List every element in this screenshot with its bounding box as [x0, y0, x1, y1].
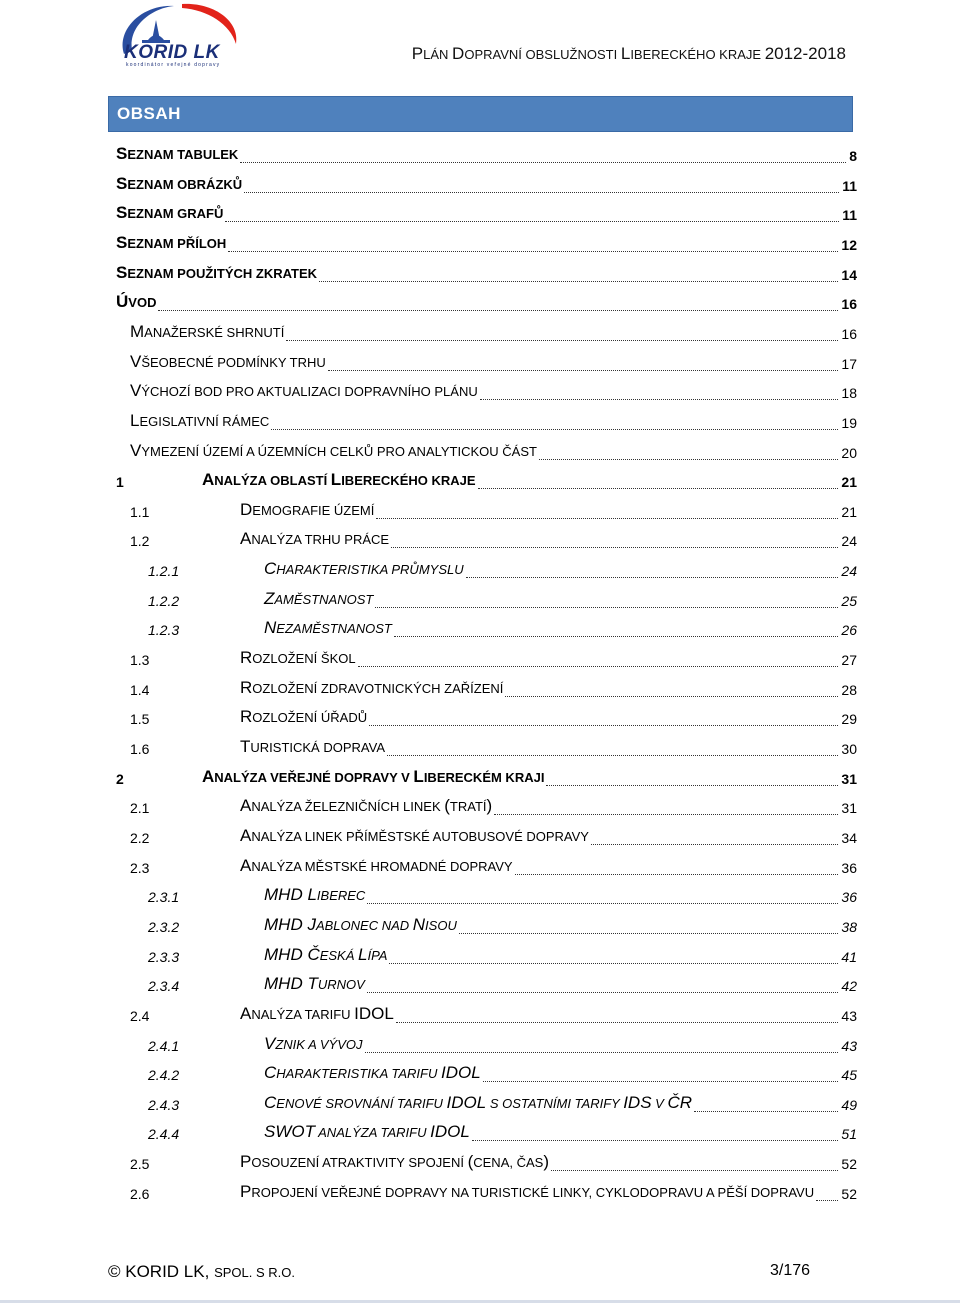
toc-entry[interactable] — [0, 620, 857, 640]
toc-entry-title: SEZNAM OBRÁZKŮ — [116, 173, 243, 193]
toc-entry-page: 20 — [841, 444, 857, 461]
toc-entry-title: ÚVOD — [116, 292, 157, 312]
toc-entry-page: 18 — [841, 385, 857, 402]
toc-entry-title: ANALÝZA TARIFU IDOL — [240, 1003, 394, 1023]
toc-leader-dots — [816, 1200, 838, 1201]
toc-entry-title: MHD ČESKÁ LÍPA — [264, 944, 388, 964]
toc-leader-dots — [459, 933, 838, 934]
toc-entry-page: 24 — [841, 533, 857, 550]
toc-entry-title: POSOUZENÍ ATRAKTIVITY SPOJENÍ (CENA, ČAS) — [240, 1152, 549, 1172]
toc-entry-page: 25 — [841, 592, 857, 609]
toc-entry-title: MHD TURNOV — [264, 974, 365, 994]
toc-entry[interactable] — [0, 739, 857, 759]
toc-entry-title: ANALÝZA MĚSTSKÉ HROMADNÉ DOPRAVY — [240, 855, 513, 875]
toc-entry-title: ROZLOŽENÍ ZDRAVOTNICKÝCH ZAŘÍZENÍ — [240, 677, 504, 697]
toc-entry-title: SWOT ANALÝZA TARIFU IDOL — [264, 1122, 470, 1142]
footer-divider — [0, 1300, 960, 1303]
toc-leader-dots — [480, 399, 838, 400]
toc-entry[interactable] — [0, 887, 857, 907]
toc-leader-dots — [328, 370, 838, 371]
logo-name: KORID LK — [124, 42, 220, 63]
toc-entry-page: 19 — [841, 414, 857, 431]
toc-leader-dots — [546, 785, 838, 786]
toc-entry-number: 1.2.3 — [148, 622, 180, 639]
toc-entry-number: 1.1 — [130, 503, 150, 520]
toc-entry[interactable] — [0, 588, 857, 611]
toc-entry-title: ANALÝZA LINEK PŘÍMĚSTSKÉ AUTOBUSOVÉ DOPRAVY — [240, 825, 589, 845]
toc-leader-dots — [591, 844, 838, 845]
toc-entry[interactable] — [0, 1092, 857, 1115]
toc-entry[interactable] — [0, 440, 857, 463]
toc-entry-title: MHD LIBEREC — [264, 885, 366, 905]
toc-entry-title: TURISTICKÁ DOPRAVA — [240, 737, 385, 756]
toc-leader-dots — [365, 1052, 838, 1053]
toc-leader-dots — [394, 636, 838, 637]
toc-entry-number: 2 — [116, 770, 124, 787]
toc-leader-dots — [539, 459, 838, 460]
toc-entry-title: CHARAKTERISTIKA PRŮMYSLU — [264, 559, 464, 579]
toc-entry-title: SEZNAM TABULEK — [116, 144, 239, 163]
toc-entry-page: 42 — [841, 978, 857, 995]
toc-entry-page: 11 — [842, 177, 857, 194]
toc-entry[interactable] — [0, 232, 857, 255]
toc-leader-dots — [240, 162, 846, 163]
toc-entry[interactable] — [0, 321, 857, 344]
toc-entry-number: 2.3.1 — [148, 889, 180, 906]
toc-leader-dots — [387, 755, 838, 756]
contents-heading-bar — [108, 96, 853, 132]
toc-leader-dots — [244, 192, 839, 193]
toc-entry-page: 31 — [841, 800, 857, 817]
toc-entry-number: 1.5 — [130, 711, 150, 728]
toc-entry-title: LEGISLATIVNÍ RÁMEC — [130, 410, 270, 430]
toc-entry-number: 2.3.3 — [148, 948, 180, 965]
toc-entry[interactable] — [0, 914, 857, 937]
toc-leader-dots — [228, 251, 838, 252]
toc-entry-number: 2.6 — [130, 1185, 150, 1202]
toc-leader-dots — [391, 547, 838, 548]
toc-entry[interactable] — [0, 1033, 857, 1056]
toc-entry-title: ANALÝZA VEŘEJNÉ DOPRAVY V LIBERECKÉM KRAJI — [202, 766, 545, 786]
toc-entry-number: 2.4.3 — [148, 1096, 180, 1113]
toc-leader-dots — [367, 992, 838, 993]
toc-entry-title: VZNIK A VÝVOJ — [264, 1033, 363, 1053]
toc-entry-number: 2.3.4 — [148, 978, 180, 995]
toc-entry-page: 28 — [841, 681, 857, 698]
toc-entry[interactable] — [0, 1003, 857, 1026]
toc-entry-page: 26 — [841, 622, 857, 639]
footer-page-number: 3/176 — [770, 1262, 811, 1279]
toc-entry-page: 17 — [841, 355, 857, 372]
toc-entry-title: PROPOJENÍ VEŘEJNÉ DOPRAVY NA TURISTICKÉ LINKY, CYKLODOPRAVU A PĚŠÍ DOPRAVU — [240, 1181, 815, 1201]
toc-entry-page: 29 — [841, 711, 857, 728]
toc-leader-dots — [271, 429, 838, 430]
toc-leader-dots — [389, 963, 838, 964]
toc-leader-dots — [466, 577, 838, 578]
toc-entry-page: 43 — [841, 1007, 857, 1024]
toc-entry-title: SEZNAM PŘÍLOH — [116, 232, 227, 252]
toc-entry-number: 1.3 — [130, 652, 150, 669]
toc-entry-page: 16 — [841, 296, 857, 313]
toc-entry[interactable] — [0, 472, 857, 492]
logo-tagline: koordinátor veřejné dopravy — [126, 62, 221, 68]
toc-entry-page: 31 — [841, 770, 857, 787]
toc-leader-dots — [286, 340, 838, 341]
toc-entry-number: 1.6 — [130, 741, 150, 757]
toc-entry-number: 1.2 — [130, 533, 150, 550]
toc-entry-page: 41 — [841, 948, 857, 965]
toc-entry-page: 52 — [841, 1156, 857, 1173]
toc-entry-title: ROZLOŽENÍ ÚŘADŮ — [240, 707, 368, 727]
toc-entry-number: 1.2.1 — [148, 563, 180, 580]
toc-leader-dots — [375, 607, 838, 608]
toc-leader-dots — [376, 518, 838, 519]
toc-entry-number: 2.2 — [130, 829, 150, 846]
toc-leader-dots — [478, 488, 838, 489]
toc-entry-title: MANAŽERSKÉ SHRNUTÍ — [130, 321, 285, 341]
toc-entry-page: 12 — [841, 236, 857, 253]
toc-entry-page: 52 — [841, 1185, 857, 1202]
toc-entry[interactable] — [0, 1154, 857, 1174]
toc-entry-title: MHD JABLONEC NAD NISOU — [264, 914, 457, 934]
toc-entry-number: 2.4 — [130, 1007, 150, 1024]
toc-entry-title: VYMEZENÍ ÚZEMÍ A ÚZEMNÍCH CELKŮ PRO ANALYTICKOU ČÁST — [130, 440, 537, 460]
toc-entry-number: 2.3 — [130, 859, 150, 876]
toc-entry[interactable] — [0, 531, 857, 551]
toc-entry-page: 30 — [841, 741, 857, 757]
toc-entry[interactable] — [0, 766, 857, 789]
toc-entry-page: 11 — [842, 207, 857, 224]
toc-entry-page: 14 — [841, 266, 857, 283]
toc-entry-page: 49 — [841, 1096, 857, 1113]
toc-entry[interactable] — [0, 944, 857, 967]
toc-entry[interactable] — [0, 825, 857, 848]
toc-entry-page: 24 — [841, 563, 857, 580]
toc-entry[interactable] — [0, 205, 857, 225]
contents-heading: OBSAH — [117, 104, 181, 123]
toc-entry-number: 2.5 — [130, 1156, 150, 1173]
toc-entry-page: 21 — [841, 474, 857, 491]
toc-leader-dots — [494, 814, 838, 815]
toc-entry[interactable] — [0, 351, 857, 374]
toc-leader-dots — [367, 903, 838, 904]
toc-entry-page: 36 — [841, 859, 857, 876]
toc-entry-title: CHARAKTERISTIKA TARIFU IDOL — [264, 1063, 481, 1083]
toc-entry[interactable] — [0, 709, 857, 729]
toc-entry[interactable] — [0, 976, 857, 996]
toc-entry-title: VŠEOBECNÉ PODMÍNKY TRHU — [130, 351, 326, 371]
toc-leader-dots — [158, 310, 838, 311]
toc-entry[interactable] — [0, 410, 857, 433]
toc-entry-number: 2.4.2 — [148, 1067, 180, 1084]
toc-entry[interactable] — [0, 262, 857, 285]
toc-entry[interactable] — [0, 294, 857, 314]
toc-entry-number: 2.3.2 — [148, 918, 180, 935]
toc-entry-title: ANALÝZA TRHU PRÁCE — [240, 529, 390, 549]
toc-entry-title: CENOVÉ SROVNÁNÍ TARIFU IDOL S OSTATNÍMI TARIFY IDS V ČR — [264, 1092, 693, 1112]
toc-leader-dots — [225, 221, 839, 222]
toc-leader-dots — [551, 1170, 838, 1171]
toc-entry-title: SEZNAM GRAFŮ — [116, 203, 224, 223]
toc-entry[interactable] — [0, 561, 857, 581]
toc-entry-number: 2.1 — [130, 800, 150, 817]
toc-entry-number: 1.2.2 — [148, 592, 180, 609]
toc-entry-title: DEMOGRAFIE ÚZEMÍ — [240, 499, 375, 519]
document-title: PLÁN DOPRAVNÍ OBSLUŽNOSTI LIBERECKÉHO KRAJE 2012-2018 — [411, 44, 846, 63]
toc-entry-page: 34 — [841, 829, 857, 846]
toc-entry[interactable] — [0, 383, 857, 403]
toc-entry-number: 2.4.1 — [148, 1037, 180, 1054]
toc-entry-number: 1.4 — [130, 681, 150, 698]
toc-leader-dots — [694, 1111, 838, 1112]
footer-company: © KORID LK, SPOL. S R.O. — [108, 1262, 295, 1281]
toc-entry-page: 45 — [841, 1067, 857, 1084]
toc-entry-title: NEZAMĚSTNANOST — [264, 618, 392, 638]
toc-entry[interactable] — [0, 146, 857, 166]
toc-entry[interactable] — [0, 1065, 857, 1085]
toc-entry-title: ANALÝZA ŽELEZNIČNÍCH LINEK (TRATÍ) — [240, 796, 493, 816]
toc-entry-title: VÝCHOZÍ BOD PRO AKTUALIZACI DOPRAVNÍHO PLÁNU — [130, 381, 478, 401]
toc-entry[interactable] — [0, 173, 857, 196]
toc-leader-dots — [483, 1081, 838, 1082]
toc-entry-title: ZAMĚSTNANOST — [264, 588, 374, 608]
toc-entry-page: 21 — [841, 503, 857, 520]
toc-leader-dots — [396, 1022, 838, 1023]
toc-entry-page: 38 — [841, 918, 857, 935]
toc-leader-dots — [369, 725, 838, 726]
toc-entry-page: 51 — [841, 1126, 857, 1143]
toc-leader-dots — [319, 281, 838, 282]
toc-entry[interactable] — [0, 798, 857, 818]
toc-entry-page: 16 — [841, 325, 857, 342]
toc-entry-number: 2.4.4 — [148, 1126, 180, 1143]
toc-entry-number: 1 — [116, 474, 124, 491]
toc-entry-title: ANALÝZA OBLASTÍ LIBERECKÉHO KRAJE — [202, 470, 476, 490]
toc-entry-page: 8 — [849, 148, 857, 164]
toc-entry[interactable] — [0, 1181, 857, 1204]
toc-entry[interactable] — [0, 677, 857, 700]
toc-entry-page: 27 — [841, 652, 857, 669]
toc-leader-dots — [358, 666, 838, 667]
toc-entry[interactable] — [0, 1124, 857, 1144]
toc-entry[interactable] — [0, 499, 857, 522]
toc-entry[interactable] — [0, 650, 857, 670]
toc-leader-dots — [472, 1140, 838, 1141]
toc-entry-page: 36 — [841, 889, 857, 906]
toc-leader-dots — [505, 696, 838, 697]
toc-entry-page: 43 — [841, 1037, 857, 1054]
toc-entry[interactable] — [0, 855, 857, 878]
toc-leader-dots — [515, 874, 838, 875]
toc-entry-title: SEZNAM POUŽITÝCH ZKRATEK — [116, 262, 318, 282]
toc-entry-title: ROZLOŽENÍ ŠKOL — [240, 648, 356, 668]
